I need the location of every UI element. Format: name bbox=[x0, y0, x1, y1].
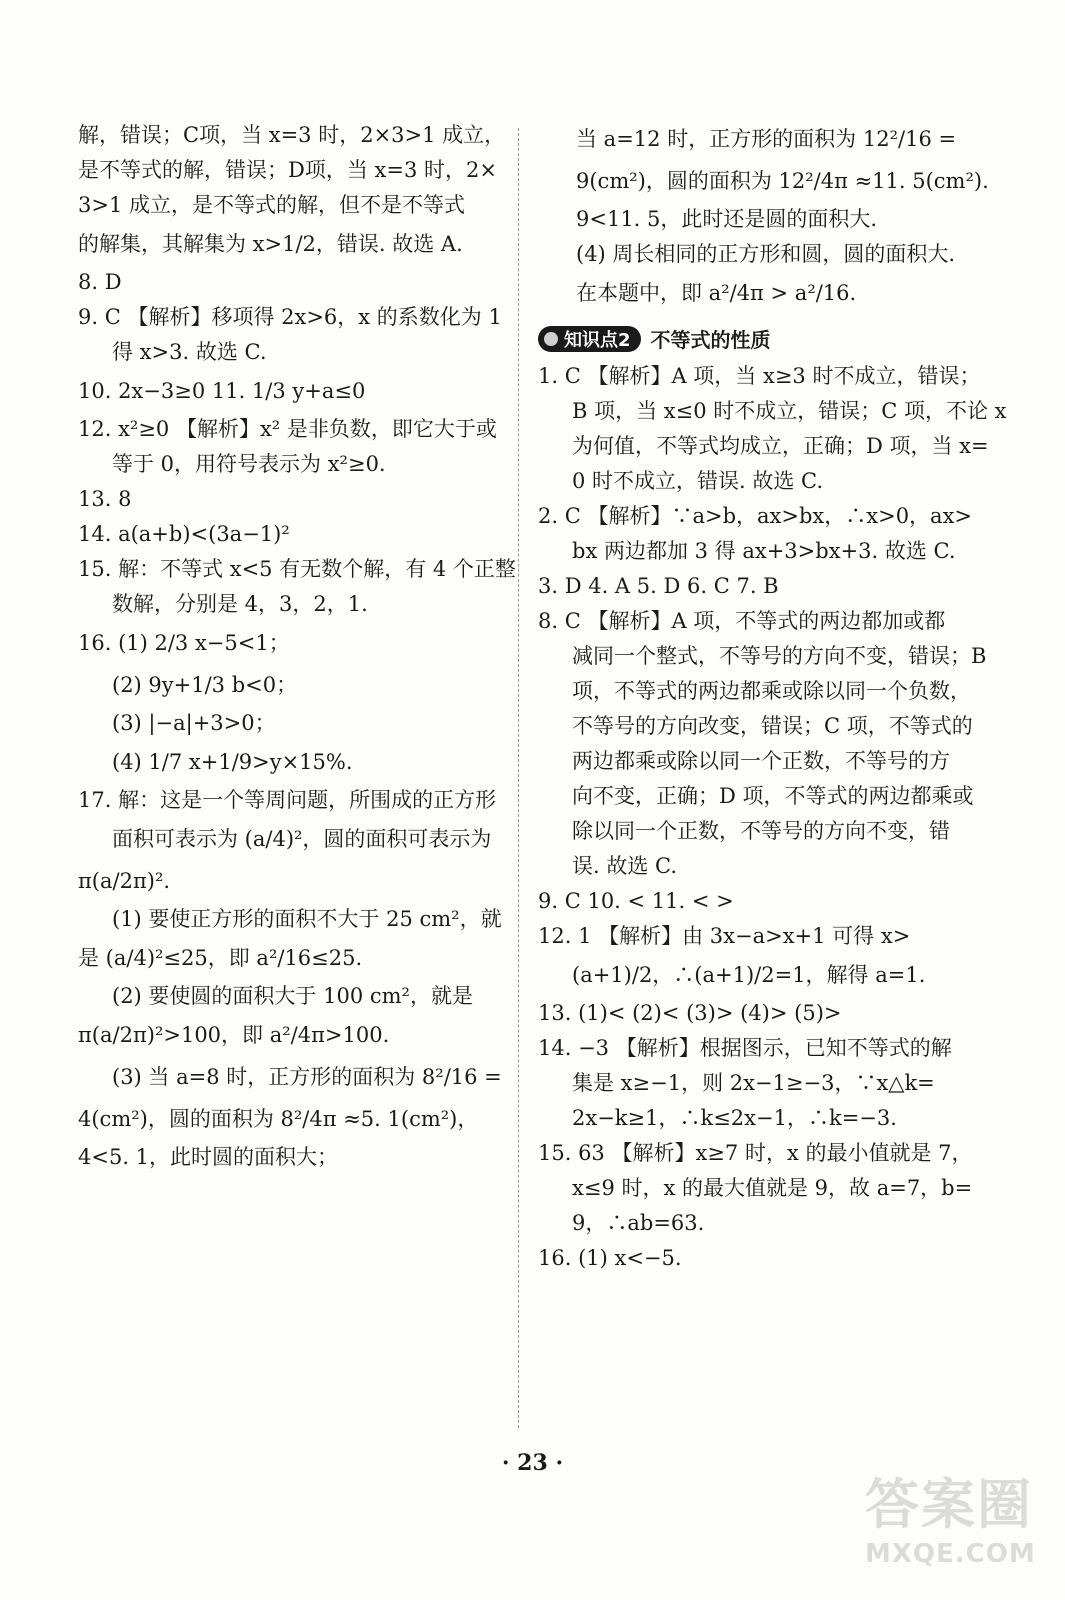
answer-12: 12. x²≥0 【解析】x² 是非负数，即它大于或 bbox=[78, 417, 497, 441]
text-line: 为何值，不等式均成立，正确；D 项，当 x= bbox=[572, 434, 989, 458]
text-line: 得 x>3. 故选 C. bbox=[112, 340, 267, 364]
watermark-top: 答案圈 bbox=[865, 1473, 1033, 1536]
answer-8: 8. D bbox=[78, 270, 122, 294]
answer-9-11: 9. C 10. < 11. < > bbox=[538, 889, 734, 913]
text-line: 在本题中，即 a²/4π > a²/16. bbox=[576, 281, 857, 305]
text-line: 9，∴ab=63. bbox=[572, 1211, 705, 1235]
page-number: · 23 · bbox=[501, 1450, 564, 1476]
answer-1: 1. C 【解析】A 项，当 x≥3 时不成立，错误； bbox=[538, 364, 981, 388]
text-line: 集是 x≥−1，则 2x−1≥−3，∵x△k= bbox=[572, 1071, 935, 1095]
text-line: bx 两边都加 3 得 ax+3>bx+3. 故选 C. bbox=[572, 539, 956, 563]
text-line: 数解，分别是 4，3，2，1. bbox=[112, 592, 368, 616]
answer-15: 15. 63 【解析】x≥7 时，x 的最小值就是 7， bbox=[538, 1141, 973, 1165]
answer-17: 17. 解：这是一个等周问题，所围成的正方形 bbox=[78, 788, 497, 812]
left-column bbox=[78, 118, 516, 1175]
text-line: (a+1)/2，∴(a+1)/2=1，解得 a=1. bbox=[572, 963, 926, 987]
text-line: (2) 9y+1/3 b<0； bbox=[112, 673, 298, 697]
section-badge-label: 知识点2 bbox=[564, 329, 631, 351]
text-line: 减同一个整式，不等号的方向不变，错误；B bbox=[572, 644, 987, 668]
text-line: 等于 0，用符号表示为 x²≥0. bbox=[112, 452, 386, 476]
badge-icon bbox=[544, 332, 558, 346]
answer-14: 14. −3 【解析】根据图示，已知不等式的解 bbox=[538, 1036, 952, 1060]
answer-13: 13. 8 bbox=[78, 487, 132, 511]
answer-8: 8. C 【解析】A 项，不等式的两边都加或都 bbox=[538, 609, 946, 633]
text-line: 除以同一个正数，不等号的方向不变，错 bbox=[572, 819, 950, 843]
answer-13: 13. (1)< (2)< (3)> (4)> (5)> bbox=[538, 1001, 842, 1025]
answer-12: 12. 1 【解析】由 3x−a>x+1 可得 x> bbox=[538, 924, 911, 948]
answer-14: 14. a(a+b)<(3a−1)² bbox=[78, 522, 290, 546]
text-line: 9(cm²)，圆的面积为 12²/4π ≈11. 5(cm²). bbox=[576, 169, 989, 193]
text-line: (2) 要使圆的面积大于 100 cm²，就是 bbox=[112, 984, 473, 1008]
text-line: 0 时不成立，错误. 故选 C. bbox=[572, 469, 824, 493]
text-line: 解，错误；C项，当 x=3 时，2×3>1 成立， bbox=[78, 123, 506, 147]
text-line: 不等号的方向改变，错误；C 项，不等式的 bbox=[572, 714, 973, 738]
column-divider bbox=[518, 128, 519, 1428]
text-line: 面积可表示为 (a/4)²，圆的面积可表示为 bbox=[112, 827, 492, 851]
section-badge bbox=[538, 326, 641, 352]
text-line: x≤9 时，x 的最大值就是 9，故 a=7，b= bbox=[572, 1176, 973, 1200]
answer-16: 16. (1) x<−5. bbox=[538, 1246, 682, 1270]
answer-16: 16. (1) 2/3 x−5<1； bbox=[78, 631, 290, 655]
text-line: (1) 要使正方形的面积不大于 25 cm²，就 bbox=[112, 907, 502, 931]
text-line: 是 (a/4)²≤25，即 a²/16≤25. bbox=[78, 946, 363, 970]
right-column bbox=[538, 118, 1007, 1276]
text-line: 两边都乘或除以同一个正数，不等号的方 bbox=[572, 749, 950, 773]
text-line: 3>1 成立，是不等式的解，但不是不等式 bbox=[78, 193, 465, 217]
answer-15: 15. 解：不等式 x<5 有无数个解，有 4 个正整 bbox=[78, 557, 516, 581]
text-line: (3) 当 a=8 时，正方形的面积为 8²/16 = bbox=[112, 1065, 502, 1089]
text-line: 当 a=12 时，正方形的面积为 12²/16 = bbox=[576, 127, 957, 151]
watermark-bottom: MXQE.COM bbox=[865, 1539, 1036, 1569]
answer-3-7: 3. D 4. A 5. D 6. C 7. B bbox=[538, 574, 779, 598]
text-line: π(a/2π)²>100，即 a²/4π>100. bbox=[78, 1023, 390, 1047]
text-line: 4(cm²)，圆的面积为 8²/4π ≈5. 1(cm²)， bbox=[78, 1107, 479, 1131]
text-line: π(a/2π)². bbox=[78, 869, 171, 893]
text-line: 项，不等式的两边都乘或除以同一个负数， bbox=[572, 679, 971, 703]
text-line: 9<11. 5，此时还是圆的面积大. bbox=[576, 207, 878, 231]
text-line: 向不变，正确；D 项，不等式的两边都乘或 bbox=[572, 784, 974, 808]
section-title: 不等式的性质 bbox=[650, 328, 771, 352]
text-line: (3) |−a|+3>0； bbox=[112, 711, 276, 735]
text-line: B 项，当 x≤0 时不成立，错误；C 项，不论 x bbox=[572, 399, 1007, 423]
text-line: (4) 周长相同的正方形和圆，圆的面积大. bbox=[576, 242, 956, 266]
text-line: 4<5. 1，此时圆的面积大； bbox=[78, 1145, 339, 1169]
text-line: 误. 故选 C. bbox=[572, 854, 678, 878]
answer-2: 2. C 【解析】∵a>b，ax>bx，∴x>0，ax> bbox=[538, 504, 973, 528]
answer-10-11: 10. 2x−3≥0 11. 1/3 y+a≤0 bbox=[78, 379, 366, 403]
section-header bbox=[538, 324, 978, 353]
text-line: 是不等式的解，错误；D项，当 x=3 时，2× bbox=[78, 158, 497, 182]
answer-9: 9. C 【解析】移项得 2x>6，x 的系数化为 1 bbox=[78, 305, 502, 329]
text-line: (4) 1/7 x+1/9>y×15%. bbox=[112, 750, 353, 774]
watermark-logo bbox=[865, 1462, 1035, 1572]
text-line: 2x−k≥1，∴k≤2x−1，∴k=−3. bbox=[572, 1106, 897, 1130]
text-line: 的解集，其解集为 x>1/2，错误. 故选 A. bbox=[78, 232, 463, 256]
